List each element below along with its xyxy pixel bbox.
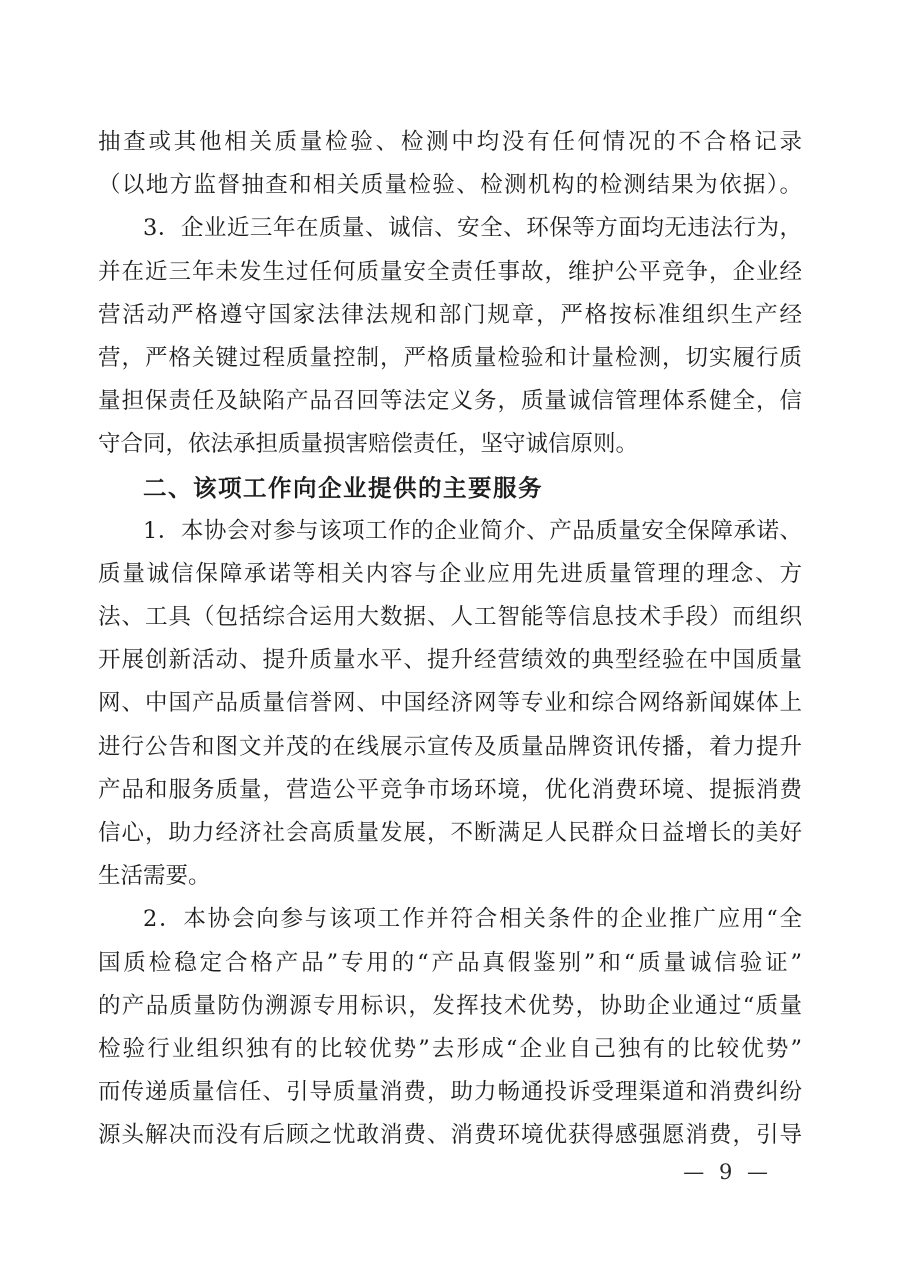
text-line: 营活动严格遵守国家法律法规和部门规章，严格按标准组织生产经 [98, 301, 802, 328]
text-line: 法、工具（包括综合运用大数据、人工智能等信息技术手段）而组织 [98, 604, 802, 631]
text-line: 开展创新活动、提升质量水平、提升经营绩效的典型经验在中国质量 [98, 647, 802, 674]
text-line: 生活需要。 [98, 863, 211, 890]
text-line: 质量诚信保障承诺等相关内容与企业应用先进质量管理的理念、方 [98, 560, 802, 587]
section-heading: 二、该项工作向企业提供的主要服务 [143, 473, 543, 502]
text-line: 而传递质量信任、引导质量消费，助力畅通投诉受理渠道和消费纠纷 [98, 1079, 802, 1106]
text-line: 进行公告和图文并茂的在线展示宣传及质量品牌资讯传播，着力提升 [98, 733, 802, 760]
text-line: 营，严格关键过程质量控制，严格质量检验和计量检测，切实履行质 [98, 344, 802, 371]
document-body [98, 121, 802, 1158]
text-line: 国质检稳定合格产品”专用的“产品真假鉴别”和“质量诚信验证” [98, 949, 802, 976]
text-line: 检验行业组织独有的比较优势”去形成“企业自己独有的比较优势” [98, 1035, 802, 1062]
text-line: 并在近三年未发生过任何质量安全责任事故，维护公平竞争，企业经 [98, 258, 802, 285]
text-line: 量担保责任及缺陷产品召回等法定义务，质量诚信管理体系健全，信 [98, 388, 802, 415]
text-line: 网、中国产品质量信誉网、中国经济网等专业和综合网络新闻媒体上 [98, 690, 802, 717]
text-line: 1．本协会对参与该项工作的企业简介、产品质量安全保障承诺、 [143, 517, 802, 544]
text-line: 源头解决而没有后顾之忧敢消费、消费环境优获得感强愿消费，引导 [98, 1122, 802, 1149]
text-line: 信心，助力经济社会高质量发展，不断满足人民群众日益增长的美好 [98, 820, 802, 846]
text-line: 2．本协会向参与该项工作并符合相关条件的企业推广应用“全 [143, 906, 802, 933]
text-line: 抽查或其他相关质量检验、检测中均没有任何情况的不合格记录 [98, 129, 802, 155]
text-line: 3．企业近三年在质量、诚信、安全、环保等方面均无违法行为， [143, 215, 802, 242]
text-line: 产品和服务质量，营造公平竞争市场环境，优化消费环境、提振消费 [98, 776, 802, 803]
text-line: 的产品质量防伪溯源专用标识，发挥技术优势，协助企业通过“质量 [98, 992, 802, 1019]
text-line: （以地方监督抽查和相关质量检验、检测机构的检测结果为依据）。 [98, 172, 802, 199]
page-number: — 9 — [683, 1160, 772, 1184]
text-line: 守合同，依法承担质量损害赔偿责任，坚守诚信原则。 [98, 431, 639, 458]
